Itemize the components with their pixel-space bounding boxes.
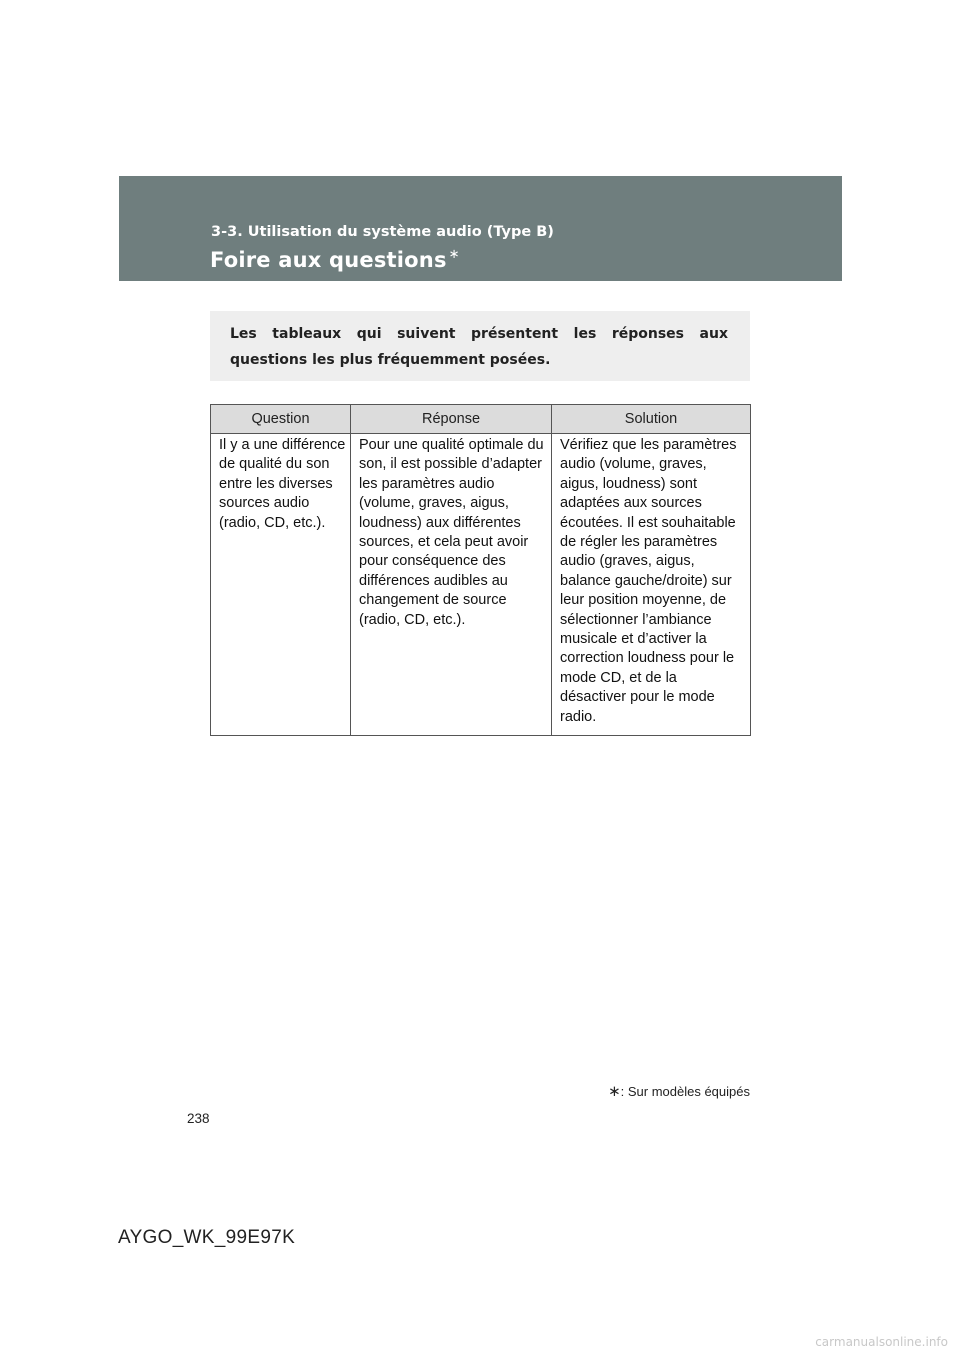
section-label: 3-3. Utilisation du système audio (Type B) bbox=[211, 224, 554, 240]
page-title-text: Foire aux questions bbox=[210, 248, 447, 272]
question-cell: Il y a une différence de qualité du son entre les diverses sources audio (radio, CD, etc.). bbox=[211, 434, 351, 736]
table-row bbox=[211, 434, 751, 736]
solution-cell: Vérifiez que les paramètres audio (volume, graves, aigus, loudness) sont adaptées aux sources écoutées. Il est souhaitable de régler les paramètres audio (graves, aigus, balance gauche/droite) sur leur position moyenne, de sélectionner l’ambiance musicale et d’activer la correction loudness pour le mode CD, et de la désactiver pour le mode radio. bbox=[552, 434, 751, 736]
faq-table bbox=[210, 404, 751, 736]
page-title bbox=[210, 247, 460, 272]
column-header-solution: Solution bbox=[552, 405, 751, 434]
intro-box bbox=[210, 311, 750, 381]
column-header-question: Question bbox=[211, 405, 351, 434]
column-header-answer: Réponse bbox=[351, 405, 552, 434]
answer-cell: Pour une qualité optimale du son, il est possible d’adapter les paramètres audio (volume, graves, aigus, loudness) aux différentes sources, et cela peut avoir pour conséquence des différences audibles au changement de source (radio, CD, etc.). bbox=[351, 434, 552, 736]
watermark: carmanualsonline.info bbox=[815, 1335, 948, 1349]
section-header-band bbox=[119, 176, 842, 281]
footnote-asterisk-icon: ∗ bbox=[608, 1083, 621, 1100]
footnote-text: : Sur modèles équipés bbox=[620, 1084, 750, 1099]
page-number: 238 bbox=[187, 1111, 210, 1126]
footnote bbox=[608, 1082, 750, 1100]
table-header-row bbox=[211, 405, 751, 434]
intro-text: Les tableaux qui suivent présentent les réponses aux questions les plus fréquemment posées. bbox=[230, 326, 728, 368]
document-code: AYGO_WK_99E97K bbox=[118, 1227, 296, 1248]
equipped-asterisk-icon: ∗ bbox=[448, 247, 460, 262]
